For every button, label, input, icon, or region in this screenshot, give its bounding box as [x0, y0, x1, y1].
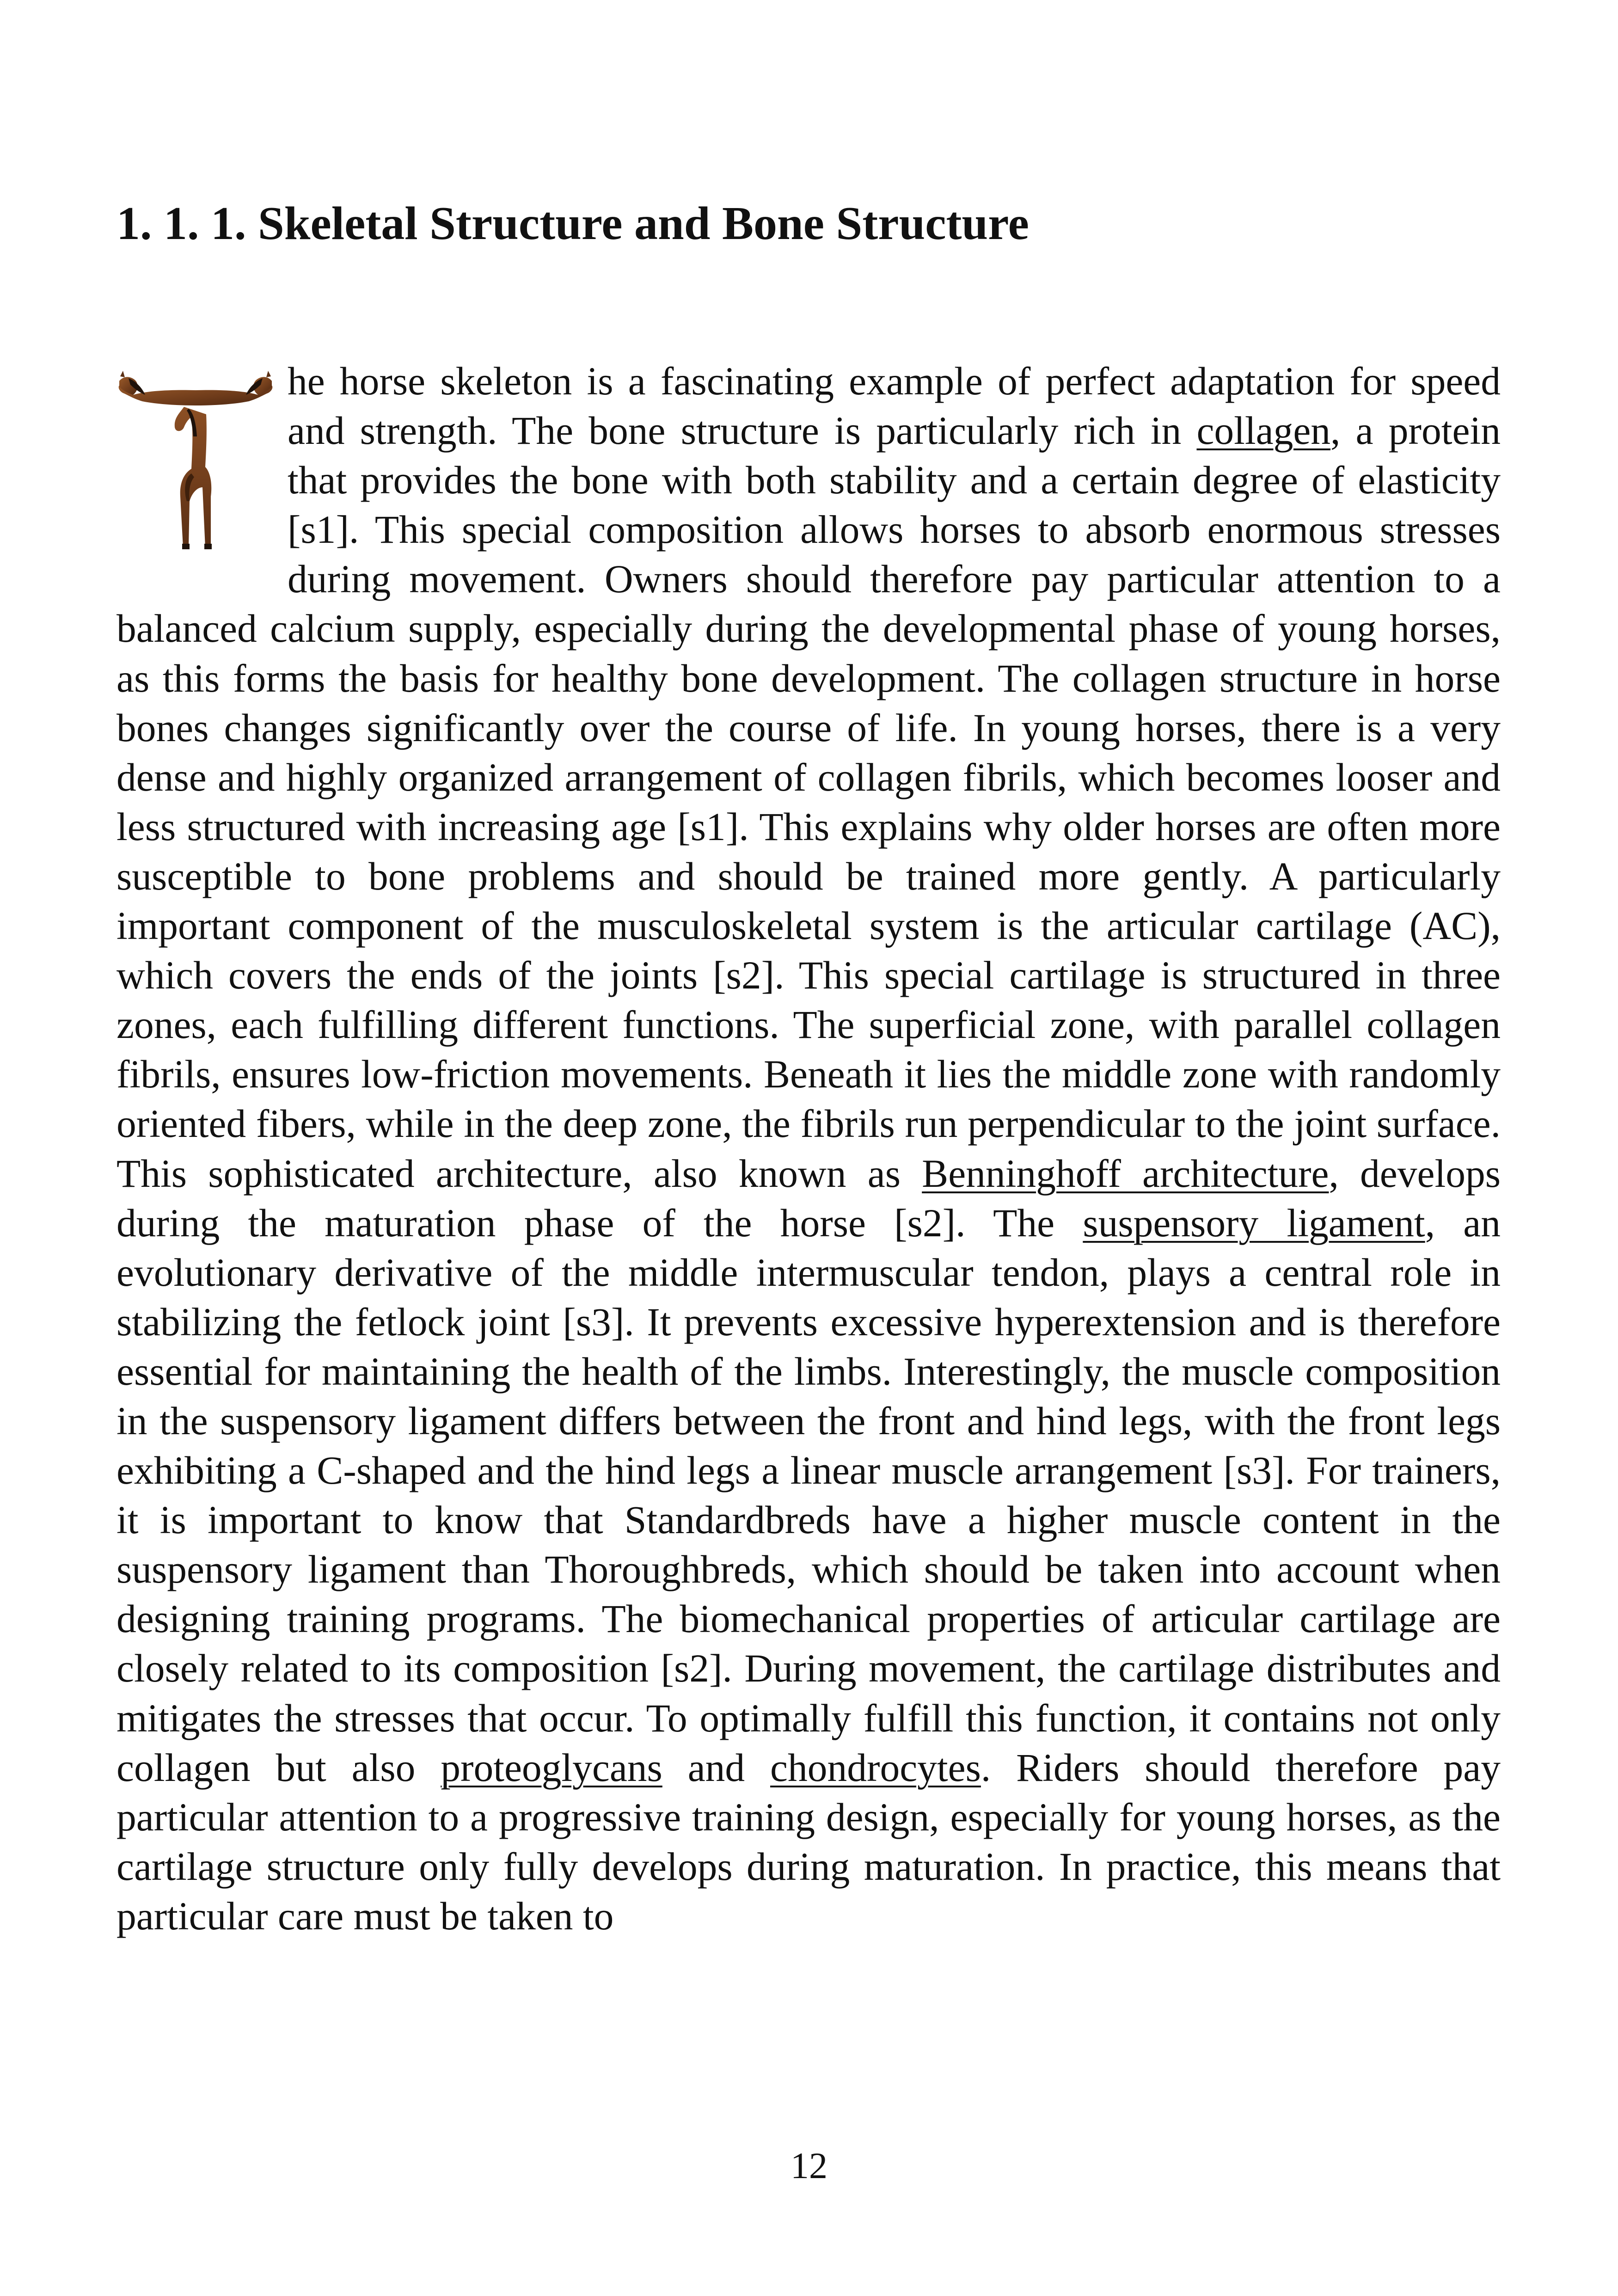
section-heading: 1. 1. 1. Skeletal Structure and Bone Structure [116, 197, 1029, 250]
link-suspensory-ligament[interactable]: suspensory ligament [1083, 1201, 1425, 1245]
link-benninghoff-architecture[interactable]: Benninghoff architecture [922, 1152, 1329, 1196]
page-number: 12 [791, 2146, 827, 2186]
link-proteoglycans[interactable]: proteoglycans [441, 1746, 662, 1790]
link-chondrocytes[interactable]: chondrocytes [770, 1746, 981, 1790]
horse-t-icon [115, 362, 276, 557]
body-paragraph: he horse skeleton is a fascinating example of perfect adaptation for speed and strength. The bone structure is particularly rich in collagen, a protein that provides the bone with both stability and a certain degree of elasticity [s1]. This special composition allows horses to absorb enormous stresses during movement. Owners should therefore pay particular attention to a balanced calcium supply, especially during the developmental phase of young horses, as this forms the basis for healthy bone development. The collagen structure in horse bones changes significantly over the course of life. In young horses, there is a very dense and highly organized arrangement of collagen fibrils, which becomes looser and less structured with increasing age [s1]. This explains why older horses are often more susceptible to bone problems and should be trained more gently. A particularly important component of the musculoskeletal system is the articular cartilage (AC), which covers the ends of the joints [s2]. This special cartilage is structured in three zones, each fulfilling different functions. The superficial zone, with parallel collagen fibrils, ensures low-friction movements. Beneath it lies the middle zone with randomly oriented fibers, while in the deep zone, the fibrils run perpendicular to the joint surface. This sophisticated architecture, also known as Benninghoff architecture, develops during the maturation phase of the horse [s2]. The suspensory ligament, an evolutionary derivative of the middle intermuscular tendon, plays a central role in stabilizing the fetlock joint [s3]. It prevents excessive hyperextension and is therefore essential for maintaining the health of the limbs. Interestingly, the muscle composition in the suspensory ligament differs between the front and hind legs, with the front legs exhibiting a C-shaped and the hind legs a linear muscle arrangement [s3]. For trainers, it is important to know that Standardbreds have a higher muscle content in the suspensory ligament than Thoroughbreds, which should be taken into account when designing training programs. The biomechanical properties of articular cartilage are closely related to its composition [s2]. During movement, the cartilage distributes and mitigates the stresses that occur. To optimally fulfill this function, it contains not only collagen but also proteoglycans and chondrocytes. Riders should therefore pay particular attention to a progressive training design, especially for young horses, as the cartilage structure only fully develops during maturation. In practice, this means that particular care must be taken to [116, 357, 1501, 1941]
dropcap-horse-t-image [115, 362, 276, 557]
link-collagen[interactable]: collagen [1196, 409, 1331, 453]
